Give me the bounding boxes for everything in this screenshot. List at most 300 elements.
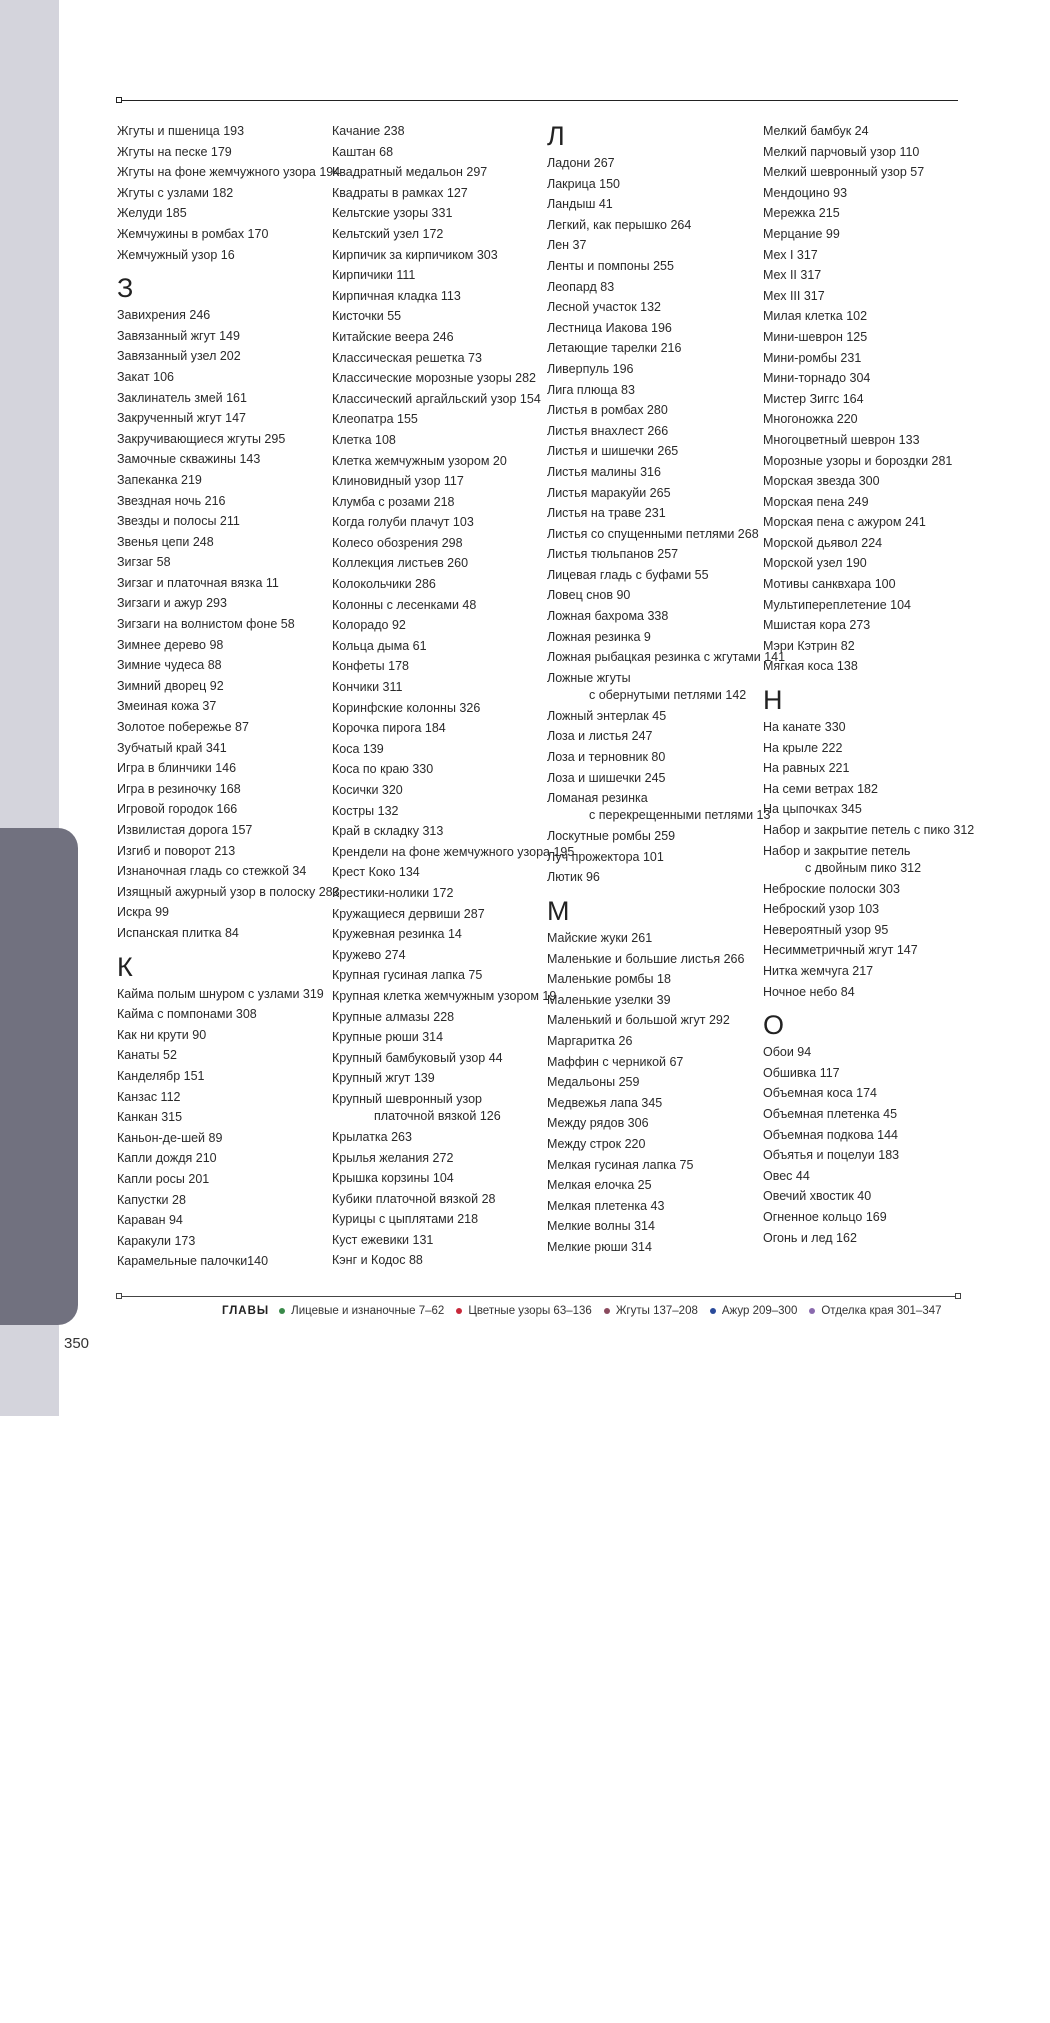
index-entry-text: Искра 99 bbox=[117, 905, 169, 920]
index-entry bbox=[117, 162, 341, 183]
index-entry bbox=[117, 532, 331, 553]
index-entry bbox=[332, 739, 546, 760]
index-entry-text: Капустки 28 bbox=[117, 1192, 186, 1207]
index-entry bbox=[547, 277, 761, 298]
index-entry-text: Мягкая коса 138 bbox=[763, 659, 858, 674]
index-entry bbox=[547, 847, 761, 868]
index-entry-text: Мерцание 99 bbox=[763, 226, 840, 241]
index-entry bbox=[547, 462, 761, 483]
index-entry-text: Куст ежевики 131 bbox=[332, 1232, 434, 1247]
index-entry bbox=[332, 162, 546, 183]
index-entry bbox=[332, 512, 546, 533]
index-entry bbox=[332, 183, 546, 204]
index-entry-text: Кольца дыма 61 bbox=[332, 638, 427, 653]
index-entry bbox=[117, 511, 331, 532]
index-entry-text: Крупный бамбуковый узор 44 bbox=[332, 1050, 503, 1065]
index-entry bbox=[117, 799, 331, 820]
index-entry-text: Звезды и полосы 211 bbox=[117, 514, 240, 529]
index-entry-text: Крылья желания 272 bbox=[332, 1150, 454, 1165]
index-entry-continuation: с обернутыми петлями 142 bbox=[589, 687, 747, 702]
index-entry bbox=[117, 758, 331, 779]
index-entry-text: Кайма полым шнуром с узлами 319 bbox=[117, 986, 324, 1001]
index-entry bbox=[332, 656, 546, 677]
chapter-item bbox=[279, 1305, 444, 1317]
index-entry bbox=[763, 430, 977, 451]
top-rule-marker bbox=[116, 97, 122, 103]
index-entry bbox=[547, 1237, 761, 1258]
index-entry-text: Ломаная резинка bbox=[547, 791, 648, 806]
index-entry-text: Кончики 311 bbox=[332, 680, 403, 695]
index-entry-text: Конфеты 178 bbox=[332, 659, 409, 674]
index-entry-text: Набор и закрытие петель bbox=[763, 843, 911, 858]
index-entry bbox=[547, 1031, 761, 1052]
index-entry bbox=[332, 1027, 546, 1048]
index-entry-text: Объемная подкова 144 bbox=[763, 1127, 899, 1142]
index-entry bbox=[547, 194, 761, 215]
index-entry-text: Многоножка 220 bbox=[763, 412, 858, 427]
index-entry-text: Крупные рюши 314 bbox=[332, 1030, 444, 1045]
index-entry-text: Между строк 220 bbox=[547, 1136, 646, 1151]
index-entry-text: Лоза и листья 247 bbox=[547, 729, 653, 744]
index-entry bbox=[332, 904, 546, 925]
index-entry-text: На канате 330 bbox=[763, 720, 846, 735]
index-entry bbox=[547, 726, 761, 747]
top-rule bbox=[117, 100, 958, 101]
index-entry-text: Завязанный узел 202 bbox=[117, 349, 241, 364]
index-entry-text: Маленькие узелки 39 bbox=[547, 992, 671, 1007]
index-entry-text: Костры 132 bbox=[332, 803, 399, 818]
index-entry-text: Кельтские узоры 331 bbox=[332, 206, 453, 221]
index-entry bbox=[763, 1228, 977, 1249]
index-letter-heading: О bbox=[763, 1010, 785, 1041]
index-entry bbox=[332, 409, 546, 430]
index-entry-text: Клетка жемчужным узором 20 bbox=[332, 453, 507, 468]
index-entry bbox=[332, 677, 546, 698]
index-entry-text: Классические морозные узоры 282 bbox=[332, 371, 537, 386]
index-entry-text: Мини-шеврон 125 bbox=[763, 329, 868, 344]
index-entry-text: Лакрица 150 bbox=[547, 176, 620, 191]
index-entry bbox=[547, 421, 761, 442]
side-strip-bottom bbox=[0, 1325, 59, 1416]
index-entry bbox=[332, 801, 546, 822]
index-entry bbox=[332, 718, 546, 739]
index-entry-text: Крупные алмазы 228 bbox=[332, 1009, 455, 1024]
index-entry-text: На цыпочках 345 bbox=[763, 802, 862, 817]
index-column-3 bbox=[547, 121, 786, 1258]
index-entry-text: Канделябр 151 bbox=[117, 1068, 205, 1083]
index-entry bbox=[332, 471, 546, 492]
index-entry bbox=[117, 1169, 331, 1190]
index-entry-text: Крендели на фоне жемчужного узора 195 bbox=[332, 844, 575, 859]
index-entry-text: Косички 320 bbox=[332, 783, 403, 797]
index-entry bbox=[117, 593, 331, 614]
index-entry bbox=[117, 183, 331, 204]
bottom-rule bbox=[117, 1296, 958, 1297]
chapter-item bbox=[809, 1305, 941, 1317]
index-entry-text: Лестница Иакова 196 bbox=[547, 320, 672, 335]
index-entry-text: Зигзаг и платочная вязка 11 bbox=[117, 575, 279, 590]
index-entry bbox=[332, 883, 546, 904]
index-entry-text: Морской узел 190 bbox=[763, 556, 867, 571]
index-entry bbox=[547, 400, 761, 421]
index-entry-text: Канаты 52 bbox=[117, 1048, 177, 1063]
index-entry-text: Ложная рыбацкая резинка с жгутами 141 bbox=[547, 650, 786, 665]
index-entry-text: Канкан 315 bbox=[117, 1110, 183, 1125]
index-entry bbox=[547, 359, 761, 380]
index-entry bbox=[763, 574, 977, 595]
index-entry bbox=[332, 142, 546, 163]
chapter-dot-icon bbox=[279, 1308, 285, 1314]
index-entry bbox=[763, 553, 977, 574]
index-entry bbox=[117, 224, 331, 245]
index-entry-text: Завязанный жгут 149 bbox=[117, 328, 240, 343]
index-entry-text: Майские жуки 261 bbox=[547, 931, 653, 945]
index-entry bbox=[547, 1155, 761, 1176]
chapter-label: Цветные узоры 63–136 bbox=[468, 1305, 592, 1317]
index-entry bbox=[332, 1189, 546, 1210]
index-entry bbox=[332, 533, 546, 554]
index-entry-text: Золотое побережье 87 bbox=[117, 720, 249, 735]
index-entry-text: Листья малины 316 bbox=[547, 464, 661, 479]
index-entry-text: Крылатка 263 bbox=[332, 1129, 412, 1144]
index-entry-text: На крыле 222 bbox=[763, 740, 843, 755]
chapters-label: ГЛАВЫ bbox=[222, 1305, 270, 1317]
index-letter-heading: К bbox=[117, 951, 133, 982]
index-entry-text: Закат 106 bbox=[117, 369, 174, 384]
index-entry bbox=[763, 492, 977, 513]
index-entry bbox=[547, 788, 771, 826]
index-entry-text: Классическая решетка 73 bbox=[332, 350, 482, 365]
index-entry-text: Луч прожектора 101 bbox=[547, 849, 664, 864]
index-entry bbox=[763, 183, 977, 204]
index-entry bbox=[763, 162, 977, 183]
index-entry bbox=[763, 1166, 977, 1187]
index-entry bbox=[547, 338, 761, 359]
index-entry-text: Жгуты с узлами 182 bbox=[117, 185, 234, 200]
index-entry bbox=[332, 430, 546, 451]
index-entry bbox=[117, 245, 331, 266]
index-entry bbox=[332, 327, 546, 348]
index-entry-text: Карамельные палочки140 bbox=[117, 1254, 269, 1269]
index-entry bbox=[117, 1045, 331, 1066]
index-entry-text: Леопард 83 bbox=[547, 279, 615, 294]
index-entry bbox=[763, 1104, 977, 1125]
index-entry bbox=[117, 696, 331, 717]
index-entry bbox=[763, 841, 977, 879]
index-entry-text: Кайма с помпонами 308 bbox=[117, 1007, 257, 1022]
index-entry-text: Объятья и поцелуи 183 bbox=[763, 1148, 900, 1163]
index-entry bbox=[763, 879, 977, 900]
index-entry-text: Мех III 317 bbox=[763, 288, 825, 303]
index-entry-text: Морской дьявол 224 bbox=[763, 535, 883, 550]
index-entry bbox=[332, 224, 546, 245]
index-entry bbox=[763, 471, 977, 492]
chapter-dot-icon bbox=[456, 1308, 462, 1314]
index-entry bbox=[332, 389, 546, 410]
index-entry bbox=[332, 348, 546, 369]
index-entry bbox=[547, 826, 761, 847]
index-entry bbox=[547, 215, 761, 236]
index-entry-text: Крышка корзины 104 bbox=[332, 1171, 454, 1186]
index-entry-text: Ложная резинка 9 bbox=[547, 629, 651, 644]
index-entry-text: Квадраты в рамках 127 bbox=[332, 185, 468, 200]
index-entry-text: Изгиб и поворот 213 bbox=[117, 843, 236, 858]
index-entry-text: Ловец снов 90 bbox=[547, 588, 631, 603]
index-entry bbox=[332, 1230, 546, 1251]
index-entry bbox=[763, 615, 977, 636]
index-entry-text: Кэнг и Кодос 88 bbox=[332, 1253, 423, 1268]
index-entry-text: Кирпичики 111 bbox=[332, 268, 416, 283]
index-entry bbox=[117, 305, 331, 326]
index-entry-text: Мультипереплетение 104 bbox=[763, 597, 911, 612]
index-entry-text: Лоза и терновник 80 bbox=[547, 750, 666, 765]
index-entry bbox=[763, 121, 977, 142]
index-entry-text: Мендоцино 93 bbox=[763, 185, 848, 200]
index-column-4 bbox=[763, 121, 977, 1248]
chapter-item bbox=[604, 1305, 698, 1317]
index-entry-text: Клетка 108 bbox=[332, 432, 396, 447]
index-entry bbox=[547, 318, 761, 339]
index-entry-text: Мелкая плетенка 43 bbox=[547, 1198, 665, 1213]
index-entry-text: Крупный шевронный узор bbox=[332, 1091, 482, 1106]
index-entry-text: Милая клетка 102 bbox=[763, 309, 868, 324]
index-entry-text: Лига плюща 83 bbox=[547, 382, 635, 397]
index-entry bbox=[763, 203, 977, 224]
index-entry-text: Кирпичик за кирпичиком 303 bbox=[332, 247, 498, 262]
index-entry bbox=[117, 121, 331, 142]
index-entry-text: Огненное кольцо 169 bbox=[763, 1209, 887, 1224]
index-entry bbox=[547, 1113, 761, 1134]
index-entry bbox=[332, 1168, 546, 1189]
index-entry bbox=[547, 969, 761, 990]
index-entry-text: Листья внахлест 266 bbox=[547, 423, 669, 438]
index-entry bbox=[332, 1007, 546, 1028]
index-entry-text: Маффин с черникой 67 bbox=[547, 1054, 684, 1069]
index-entry bbox=[332, 1089, 546, 1127]
index-entry bbox=[547, 503, 761, 524]
index-entry bbox=[117, 1128, 331, 1149]
index-entry bbox=[332, 821, 546, 842]
index-entry bbox=[547, 1052, 761, 1073]
index-entry bbox=[763, 245, 977, 266]
index-entry-text: Мэри Кэтрин 82 bbox=[763, 638, 855, 653]
index-entry-text: Колесо обозрения 298 bbox=[332, 535, 463, 550]
chapter-label: Ажур 209–300 bbox=[721, 1305, 798, 1317]
index-entry bbox=[763, 533, 977, 554]
index-entry-text: Игровой городок 166 bbox=[117, 802, 238, 817]
index-entry-text: Клеопатра 155 bbox=[332, 412, 418, 427]
index-entry bbox=[547, 1175, 761, 1196]
index-entry-text: Кружево 274 bbox=[332, 947, 406, 962]
index-entry bbox=[763, 961, 977, 982]
index-entry bbox=[332, 245, 546, 266]
index-entry bbox=[547, 441, 761, 462]
index-entry-text: Испанская плитка 84 bbox=[117, 925, 239, 940]
index-entry-text: Несимметричный жгут 147 bbox=[763, 943, 918, 958]
index-entry-text: Мелкий парчовый узор 110 bbox=[763, 144, 920, 159]
index-entry-text: Закрученный жгут 147 bbox=[117, 411, 246, 426]
index-entry bbox=[117, 717, 331, 738]
index-entry bbox=[547, 747, 761, 768]
index-letter-heading: М bbox=[547, 896, 570, 926]
index-entry-text: Медальоны 259 bbox=[547, 1075, 640, 1090]
index-entry-text: Ложная бахрома 338 bbox=[547, 609, 669, 624]
index-entry-text: Обшивка 117 bbox=[763, 1065, 840, 1080]
index-entry bbox=[332, 1209, 546, 1230]
index-entry-text: Китайские веера 246 bbox=[332, 329, 454, 344]
index-entry-text: Закручивающиеся жгуты 295 bbox=[117, 431, 286, 446]
index-entry-text: Игра в резиночку 168 bbox=[117, 781, 241, 796]
index-entry-text: Морская пена с ажуром 241 bbox=[763, 515, 926, 530]
index-entry-text: Маленький и большой жгут 292 bbox=[547, 1013, 730, 1028]
index-entry bbox=[763, 1207, 977, 1228]
index-entry-text: Ночное небо 84 bbox=[763, 984, 855, 999]
index-entry-text: Как ни крути 90 bbox=[117, 1027, 207, 1042]
index-letter-heading: Л bbox=[547, 121, 565, 151]
index-entry-text: Крестики-нолики 172 bbox=[332, 885, 454, 900]
index-entry bbox=[763, 1083, 977, 1104]
index-entry-text: Корочка пирога 184 bbox=[332, 721, 446, 736]
index-entry bbox=[332, 924, 546, 945]
index-entry bbox=[117, 923, 331, 944]
index-entry bbox=[117, 449, 331, 470]
index-entry-text: Листья маракуйи 265 bbox=[547, 485, 671, 500]
index-entry-text: Маленькие ромбы 18 bbox=[547, 972, 671, 987]
index-entry-text: Замочные скважины 143 bbox=[117, 452, 261, 467]
index-entry bbox=[763, 306, 977, 327]
index-entry bbox=[117, 635, 331, 656]
index-entry bbox=[763, 286, 977, 307]
chapter-label: Лицевые и изнаночные 7–62 bbox=[291, 1305, 445, 1317]
index-entry bbox=[763, 899, 977, 920]
index-entry bbox=[332, 203, 546, 224]
index-entry bbox=[117, 470, 331, 491]
index-entry bbox=[332, 1048, 546, 1069]
index-entry bbox=[763, 1145, 977, 1166]
index-entry-text: Листья со спущенными петлями 268 bbox=[547, 526, 759, 541]
index-entry bbox=[117, 655, 331, 676]
index-entry-text: Ленты и помпоны 255 bbox=[547, 258, 674, 273]
chapter-label: Жгуты 137–208 bbox=[615, 1305, 698, 1317]
index-entry-text: Кирпичная кладка 113 bbox=[332, 288, 461, 303]
index-entry-text: Колокольчики 286 bbox=[332, 577, 436, 592]
index-entry-text: Колонны с лесенками 48 bbox=[332, 597, 477, 612]
index-entry bbox=[117, 429, 331, 450]
index-entry bbox=[763, 820, 977, 841]
bottom-rule-marker-left bbox=[116, 1293, 122, 1299]
index-entry bbox=[547, 297, 761, 318]
index-entry-text: Легкий, как перышко 264 bbox=[547, 217, 692, 232]
chapter-dot-icon bbox=[604, 1308, 610, 1314]
index-entry-text: Коллекция листьев 260 bbox=[332, 556, 469, 571]
index-entry bbox=[117, 1004, 331, 1025]
index-entry-text: Морская звезда 300 bbox=[763, 474, 880, 489]
index-entry-text: Крупный жгут 139 bbox=[332, 1071, 435, 1086]
index-entry bbox=[332, 965, 546, 986]
index-entry bbox=[547, 1010, 761, 1031]
index-entry-text: Между рядов 306 bbox=[547, 1116, 649, 1131]
index-entry bbox=[547, 174, 761, 195]
index-entry-text: Листья в ромбах 280 bbox=[547, 403, 668, 418]
index-entry bbox=[117, 841, 331, 862]
index-entry-text: На равных 221 bbox=[763, 761, 850, 776]
index-entry-text: Мелкие волны 314 bbox=[547, 1219, 655, 1234]
index-entry bbox=[332, 615, 546, 636]
index-entry bbox=[332, 636, 546, 657]
index-entry-text: Ландыш 41 bbox=[547, 197, 613, 212]
index-entry bbox=[763, 389, 977, 410]
index-entry bbox=[332, 1068, 546, 1089]
index-entry bbox=[763, 656, 977, 677]
index-entry-text: Каньон-де-шей 89 bbox=[117, 1130, 223, 1145]
index-entry-text: Зигзаги на волнистом фоне 58 bbox=[117, 617, 295, 632]
index-entry bbox=[763, 348, 977, 369]
index-entry-text: Невероятный узор 95 bbox=[763, 922, 889, 937]
index-entry bbox=[117, 388, 331, 409]
index-entry-text: Зимний дворец 92 bbox=[117, 678, 224, 693]
index-entry bbox=[763, 779, 977, 800]
index-entry-text: Завихрения 246 bbox=[117, 308, 211, 323]
index-entry bbox=[547, 668, 761, 706]
index-entry bbox=[547, 928, 761, 949]
index-entry-text: Ладони 267 bbox=[547, 156, 615, 170]
index-entry bbox=[763, 738, 977, 759]
index-entry bbox=[332, 1250, 546, 1271]
index-entry bbox=[332, 842, 575, 863]
index-entry bbox=[117, 861, 331, 882]
index-entry-text: Лоза и шишечки 245 bbox=[547, 770, 666, 785]
index-entry bbox=[332, 368, 546, 389]
index-entry bbox=[547, 867, 761, 888]
index-entry bbox=[547, 524, 761, 545]
index-entry-text: Качание 238 bbox=[332, 124, 405, 138]
index-entry-text: Мех II 317 bbox=[763, 268, 822, 283]
index-entry bbox=[763, 327, 977, 348]
index-entry bbox=[763, 409, 977, 430]
index-entry bbox=[763, 1186, 977, 1207]
index-entry-text: Овес 44 bbox=[763, 1168, 810, 1183]
index-entry-text: Мшистая кора 273 bbox=[763, 618, 871, 633]
index-entry bbox=[332, 1127, 546, 1148]
index-entry bbox=[763, 265, 977, 286]
index-entry-text: Каракули 173 bbox=[117, 1233, 196, 1248]
index-entry bbox=[332, 286, 546, 307]
index-entry-text: Караван 94 bbox=[117, 1213, 183, 1228]
page-number: 350 bbox=[64, 1335, 90, 1352]
index-entry bbox=[547, 990, 761, 1011]
index-entry-text: Змеиная кожа 37 bbox=[117, 699, 217, 714]
chapter-dot-icon bbox=[809, 1308, 815, 1314]
index-entry bbox=[117, 738, 331, 759]
index-entry-text: На семи ветрах 182 bbox=[763, 781, 878, 796]
index-entry-text: Изнаночная гладь со стежкой 34 bbox=[117, 864, 307, 879]
index-entry-text: Звенья цепи 248 bbox=[117, 534, 214, 549]
index-entry-text: Капли росы 201 bbox=[117, 1171, 210, 1186]
index-entry-text: Мини-торнадо 304 bbox=[763, 371, 871, 386]
index-entry bbox=[547, 1072, 761, 1093]
index-entry bbox=[763, 940, 977, 961]
index-entry bbox=[547, 585, 761, 606]
index-entry-text: Лоскутные ромбы 259 bbox=[547, 829, 676, 844]
index-entry bbox=[332, 574, 546, 595]
index-entry-text: Жгуты на песке 179 bbox=[117, 144, 232, 159]
section-tab-label: АЛФАВИТНЫЙ УКАЗАТЕЛЬ bbox=[22, 1793, 40, 2023]
index-entry bbox=[547, 544, 761, 565]
index-entry bbox=[763, 451, 977, 472]
index-entry-text: Обои 94 bbox=[763, 1045, 812, 1060]
index-entry bbox=[117, 614, 331, 635]
index-entry-text: Зимнее дерево 98 bbox=[117, 637, 224, 652]
